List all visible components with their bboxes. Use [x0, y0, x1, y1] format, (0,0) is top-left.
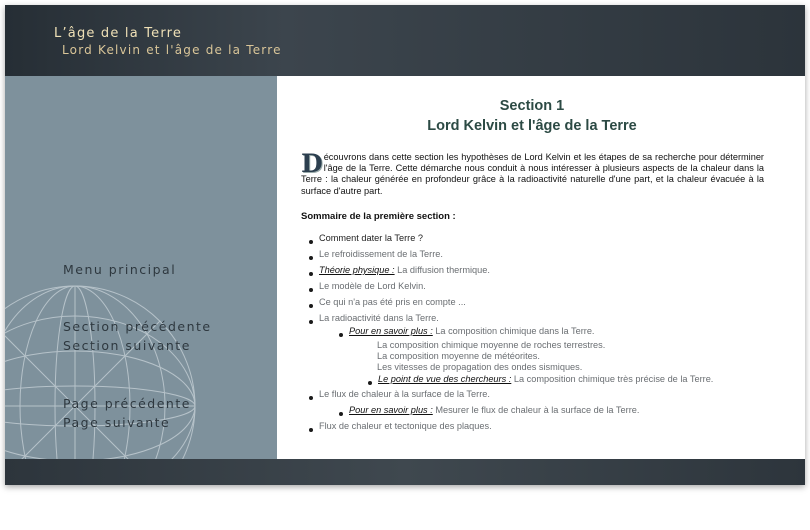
site-subtitle: Lord Kelvin et l'âge de la Terre	[62, 43, 282, 57]
next-section-link[interactable]: Section suivante	[63, 338, 191, 353]
footer-bar	[5, 459, 805, 485]
sub-item-vitesses[interactable]: Les vitesses de propagation des ondes sismiques.	[377, 362, 583, 372]
next-page-link[interactable]: Page suivante	[63, 415, 171, 430]
site-title: L’âge de la Terre	[54, 26, 183, 41]
chercheurs-text: La composition chimique très précise de la Terre.	[511, 374, 714, 384]
globe-icon	[5, 276, 205, 459]
list-item-modele[interactable]: Le modèle de Lord Kelvin.	[319, 281, 426, 291]
savoir-plus-text-2: Mesurer le flux de chaleur à la surface de la Terre.	[432, 405, 640, 415]
intro-paragraph	[301, 149, 764, 197]
bullet	[368, 381, 372, 385]
list-item-theorie	[319, 265, 490, 275]
bullet	[309, 320, 313, 324]
list-item-savoir-plus-2	[349, 405, 639, 415]
section-number: Section 1	[499, 98, 565, 114]
bullet	[309, 256, 313, 260]
sub-item-roches[interactable]: La composition chimique moyenne de roches terrestres.	[377, 340, 606, 350]
theorie-text: La diffusion thermique.	[394, 265, 490, 275]
prev-page-link[interactable]: Page précédente	[63, 396, 191, 411]
list-item-dater[interactable]: Comment dater la Terre ?	[319, 233, 423, 243]
savoir-plus-text-1: La composition chimique dans la Terre.	[432, 326, 595, 336]
sub-item-meteorites[interactable]: La composition moyenne de météorites.	[377, 351, 540, 361]
bullet	[309, 272, 313, 276]
bullet	[309, 396, 313, 400]
savoir-plus-link-1[interactable]: Pour en savoir plus :	[349, 326, 433, 336]
dropcap-letter: D	[301, 149, 323, 178]
summary-title: Sommaire de la première section :	[301, 211, 456, 222]
bullet	[309, 240, 313, 244]
bullet	[339, 333, 343, 337]
theorie-physique-link[interactable]: Théorie physique :	[319, 265, 395, 275]
list-item-refroidissement[interactable]: Le refroidissement de la Terre.	[319, 249, 443, 259]
sidebar	[5, 76, 277, 459]
bullet	[309, 288, 313, 292]
list-item-savoir-plus-1	[349, 326, 594, 336]
savoir-plus-link-2[interactable]: Pour en savoir plus :	[349, 405, 433, 415]
prev-section-link[interactable]: Section précédente	[63, 319, 212, 334]
intro-text: écouvrons dans cette section les hypothèses de Lord Kelvin et les étapes de sa recherche pour déterminer l'âge de la Terre. Cette démarche nous conduit à nous intéresser à plusieurs aspects de la chaleur dans la Terre : la chaleur générée en profondeur grâce à la radioactivité naturelle d'une part, et la chaleur évacuée à la surface d'autre part.	[301, 152, 764, 196]
bullet	[309, 428, 313, 432]
list-item-chercheurs	[378, 374, 713, 384]
list-item-tectonique[interactable]: Flux de chaleur et tectonique des plaques.	[319, 421, 492, 431]
list-item-radioactivite[interactable]: La radioactivité dans la Terre.	[319, 313, 439, 323]
bullet	[339, 412, 343, 416]
page-frame	[5, 5, 805, 485]
main-menu-link[interactable]: Menu principal	[63, 262, 177, 277]
header	[5, 5, 805, 76]
list-item-pas-en-compte[interactable]: Ce qui n'a pas été pris en compte ...	[319, 297, 466, 307]
section-title: Lord Kelvin et l'âge de la Terre	[427, 118, 637, 134]
chercheurs-link[interactable]: Le point de vue des chercheurs :	[378, 374, 512, 384]
bullet	[309, 304, 313, 308]
main-content	[277, 76, 805, 459]
list-item-flux[interactable]: Le flux de chaleur à la surface de la Terre.	[319, 389, 490, 399]
